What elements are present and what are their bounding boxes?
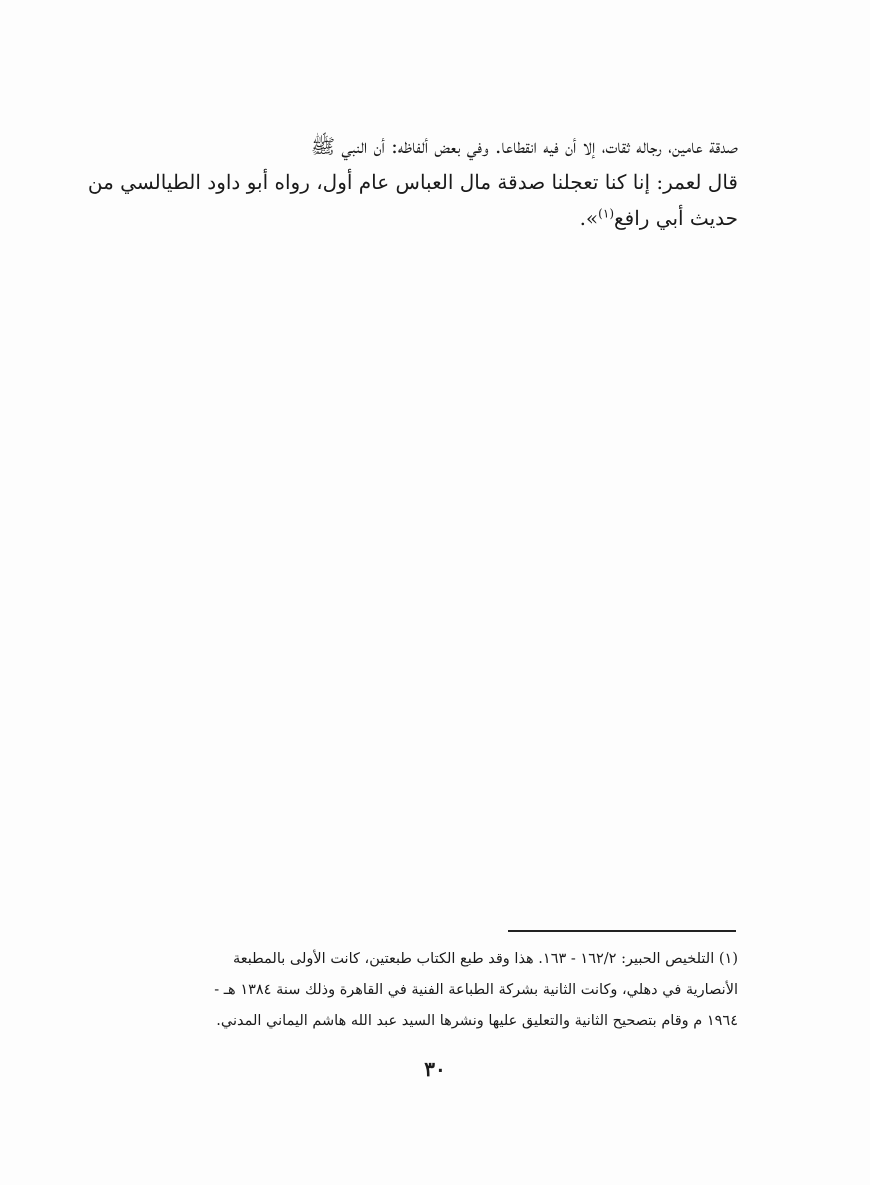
footnote-line-2: الأنصارية في دهلي، وكانت الثانية بشركة الطباعة الفنية في القاهرة وذلك سنة ١٣٨٤ هـ -	[214, 982, 738, 998]
footnote-line-1: (١) التلخيص الحبير: ١٦٢/٢ - ١٦٣. هذا وقد طبع الكتاب طبعتين، كانت الأولى بالمطبعة	[233, 951, 738, 967]
footnote-divider	[508, 930, 736, 932]
text-line-1: صدقة عامين، رجاله ثقات، إلا أن فيه انقطاعا. وفي بعض ألفاظه: أن النبي ﷺ	[310, 134, 738, 158]
text-line-2: قال لعمر: إنا كنا تعجلنا صدقة مال العباس عام أول، رواه أبو داود الطيالسي من	[87, 170, 738, 194]
text-line-3	[132, 200, 738, 236]
footnote-line-3: ١٩٦٤ م وقام بتصحيح الثانية والتعليق عليها ونشرها السيد عبد الله هاشم اليماني المدني.	[216, 1013, 738, 1029]
footnote-ref-marker[interactable]: (١)	[598, 206, 614, 221]
text-line-3-closing: ».	[579, 206, 599, 230]
page-number: ٣٠	[424, 1057, 446, 1081]
footnotes	[132, 944, 738, 1037]
main-text	[87, 128, 738, 236]
text-line-3-content: حديث أبي رافع	[614, 206, 738, 230]
